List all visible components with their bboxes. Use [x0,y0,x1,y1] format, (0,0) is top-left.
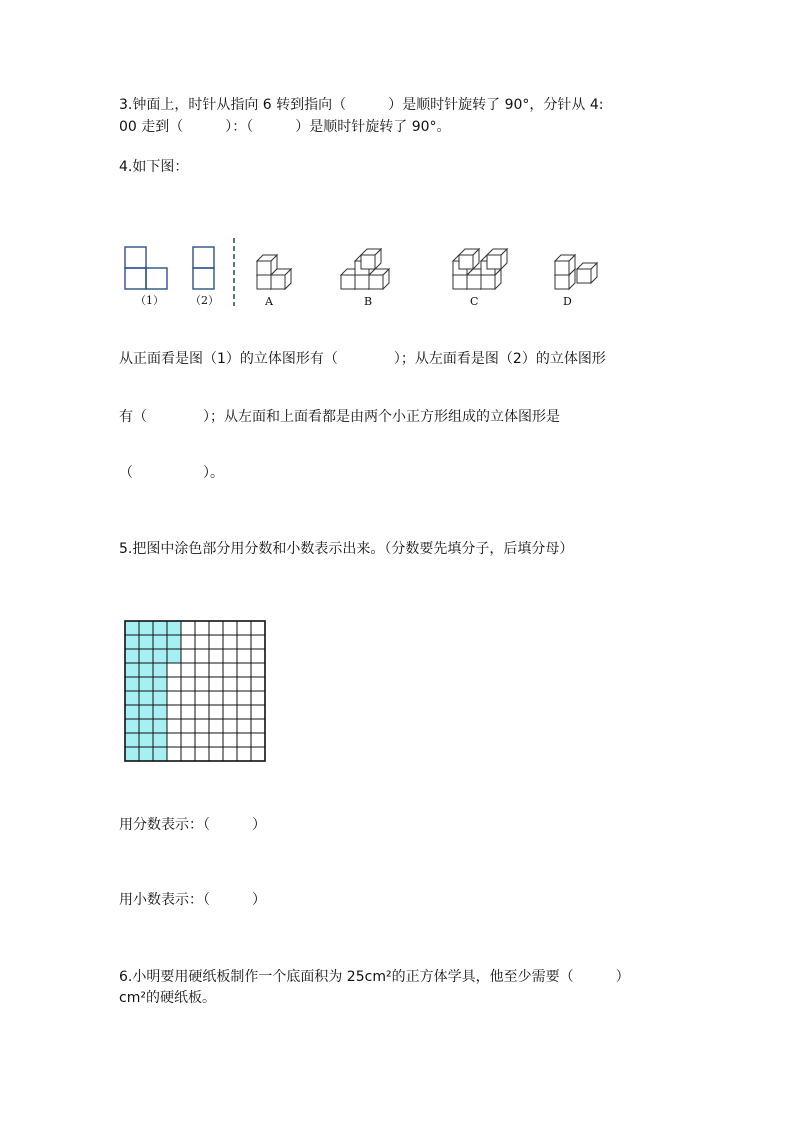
unit-cube [361,249,381,269]
grid-cell [125,649,139,663]
view-1-figure [125,247,167,289]
grid-cell [237,733,251,747]
q3-line-2: 00 走到（ ）：（ ）是顺时针旋转了 90°。 [119,119,451,135]
q4-title: 4.如下图： [119,159,189,175]
view-2-figure [193,247,214,289]
q5-title: 5.把图中涂色部分用分数和小数表示出来。（分数要先填分子，后填分母） [119,541,574,557]
grid-cell [125,621,139,635]
grid-cell [195,719,209,733]
grid-cell [251,691,265,705]
grid-cell [153,649,167,663]
q6-line-1: 6.小明要用硬纸板制作一个底面积为 25cm²的正方体学具，他至少需要（ ） [119,969,630,985]
grid-cell [209,705,223,719]
grid-cell [251,719,265,733]
grid-cell [251,747,265,761]
grid-cell [195,747,209,761]
view-label-2: （2） [190,294,219,307]
grid-cell [223,719,237,733]
grid-cell [209,691,223,705]
grid-cell [167,677,181,691]
grid-cell [153,747,167,761]
q3-line-1: 3.钟面上，时针从指向 6 转到指向（ ）是顺时针旋转了 90°，分针从 4: [119,97,604,113]
grid-cell [237,719,251,733]
grid-cell [223,663,237,677]
grid-cell [223,691,237,705]
grid-cell [223,733,237,747]
grid-cell [139,747,153,761]
grid-cell [181,677,195,691]
grid-cell [223,677,237,691]
grid-cell [237,635,251,649]
grid-cell [209,733,223,747]
grid-cell [223,649,237,663]
shape-label-d: D [563,295,572,308]
grid-cell [167,733,181,747]
shape-label-a: A [265,295,273,308]
q5-grid [125,621,265,761]
q4-line-1: 从正面看是图（1）的立体图形有（ ）；从左面看是图（2）的立体图形 [119,351,606,367]
grid-cell [139,719,153,733]
grid-cell [125,705,139,719]
grid-cell [125,691,139,705]
grid-cell [237,621,251,635]
shape-label-c: C [470,295,479,308]
grid-cell [251,705,265,719]
grid-cell [167,663,181,677]
unit-cube [487,249,507,269]
q4-line-2: 有（ ）；从左面和上面看都是由两个小正方形组成的立体图形是 [119,409,560,425]
grid-cell [167,691,181,705]
q4-line-3: （ ）。 [119,465,224,481]
grid-cell [251,649,265,663]
grid-cell [167,719,181,733]
grid-cell [139,649,153,663]
grid-cell [181,635,195,649]
unit-cube [271,269,291,289]
grid-cell [195,621,209,635]
grid-cell [125,663,139,677]
grid-cell [153,705,167,719]
grid-cell [139,677,153,691]
unit-cube [555,255,575,275]
grid-cell [195,663,209,677]
grid-cell [251,733,265,747]
cube-figures [257,249,597,289]
grid-cell [139,705,153,719]
grid-cell [139,691,153,705]
shape-label-b: B [364,295,373,308]
grid-cell [181,649,195,663]
grid-cell [125,635,139,649]
grid-cell [125,719,139,733]
grid-cell [181,733,195,747]
decimal-prompt: 用小数表示：（ ） [119,892,266,908]
grid-cell [251,621,265,635]
unit-cube [577,263,597,283]
grid-cell [139,663,153,677]
view-label-1: （1） [135,294,164,307]
grid-cell [125,733,139,747]
grid-cell [139,621,153,635]
grid-cell [251,663,265,677]
grid-cell [167,705,181,719]
grid-cell [181,691,195,705]
grid-cell [251,677,265,691]
grid-cell [195,635,209,649]
grid-cell [223,635,237,649]
q6-line-2: cm²的硬纸板。 [119,990,216,1006]
grid-cell [167,635,181,649]
grid-cell [195,649,209,663]
grid-cell [209,621,223,635]
grid-cell [209,719,223,733]
grid-cell [167,649,181,663]
grid-cell [195,733,209,747]
grid-cell [139,733,153,747]
grid-cell [181,663,195,677]
grid-cell [251,635,265,649]
grid-cell [139,635,153,649]
grid-cell [209,747,223,761]
grid-cell [237,663,251,677]
grid-cell [223,621,237,635]
grid-cell [153,677,167,691]
grid-cell [209,663,223,677]
grid-cell [153,663,167,677]
grid-cell [209,635,223,649]
grid-cell [237,677,251,691]
unit-cube [459,249,479,269]
grid-cell [237,691,251,705]
grid-cell [195,677,209,691]
grid-cell [153,635,167,649]
grid-cell [125,747,139,761]
grid-cell [167,747,181,761]
grid-cell [125,677,139,691]
grid-cell [195,705,209,719]
grid-cell [209,649,223,663]
grid-cell [181,719,195,733]
grid-cell [223,705,237,719]
grid-cell [181,705,195,719]
grid-cell [237,649,251,663]
grid-cell [237,747,251,761]
grid-cell [237,705,251,719]
grid-cell [181,621,195,635]
grid-cell [153,691,167,705]
grid-cell [223,747,237,761]
fraction-prompt: 用分数表示：（ ） [119,817,266,833]
grid-cell [153,733,167,747]
grid-cell [153,719,167,733]
grid-cell [181,747,195,761]
grid-cell [167,621,181,635]
grid-cell [195,691,209,705]
grid-cell [209,677,223,691]
grid-cell [153,621,167,635]
